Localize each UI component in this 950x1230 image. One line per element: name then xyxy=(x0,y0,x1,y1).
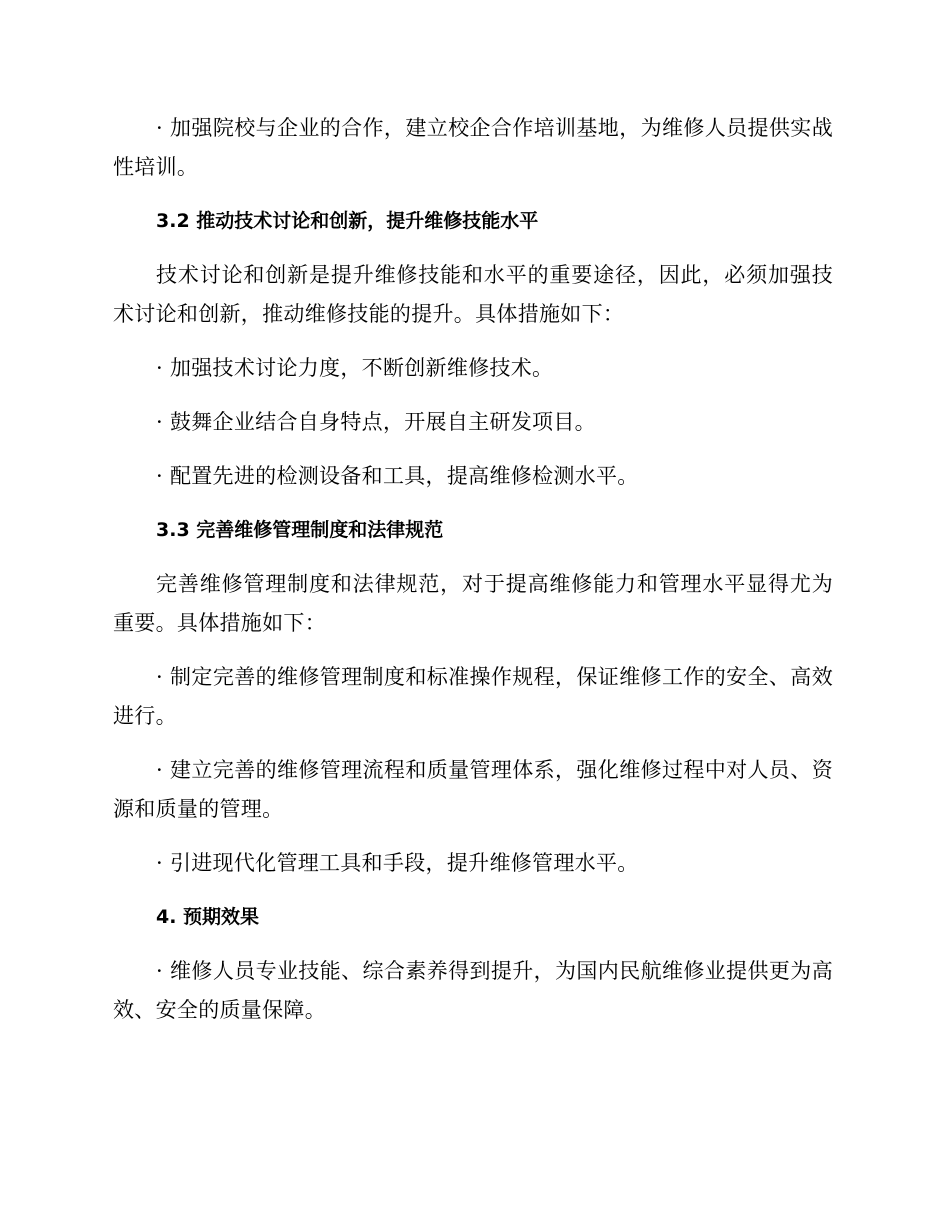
document-page xyxy=(113,109,833,1030)
section-heading: 3.2 推动技术讨论和创新，提升维修技能水平 xyxy=(156,210,539,232)
bullet-item: · 制定完善的维修管理制度和标准操作规程，保证维修工作的安全、高效进行。 xyxy=(113,665,833,728)
paragraph: 完善维修管理制度和法律规范，对于提高维修能力和管理水平显得尤为重要。具体措施如下： xyxy=(113,572,833,635)
bullet-item: · 维修人员专业技能、综合素养得到提升，为国内民航维修业提供更为高效、安全的质量保障。 xyxy=(113,959,833,1022)
bullet-item: · 加强院校与企业的合作，建立校企合作培训基地，为维修人员提供实战性培训。 xyxy=(113,116,833,179)
bullet-item: · 引进现代化管理工具和手段，提升维修管理水平。 xyxy=(156,851,639,875)
bullet-item: · 鼓舞企业结合自身特点，开展自主研发项目。 xyxy=(156,410,596,434)
section-heading: 4. 预期效果 xyxy=(156,906,260,928)
bullet-item: · 加强技术讨论力度，不断创新维修技术。 xyxy=(156,356,554,380)
bullet-item: · 配置先进的检测设备和工具，提高维修检测水平。 xyxy=(156,464,639,488)
bullet-item: · 建立完善的维修管理流程和质量管理体系，强化维修过程中对人员、资源和质量的管理。 xyxy=(113,758,833,821)
section-heading: 3.3 完善维修管理制度和法律规范 xyxy=(156,519,444,541)
paragraph: 技术讨论和创新是提升维修技能和水平的重要途径，因此，必须加强技术讨论和创新，推动维修技能的提升。具体措施如下： xyxy=(113,263,833,326)
